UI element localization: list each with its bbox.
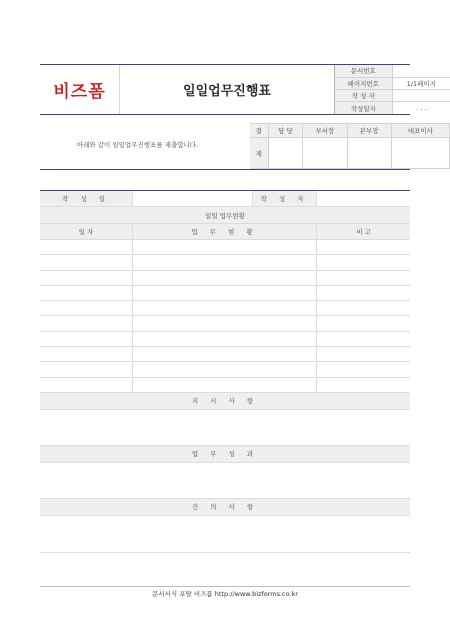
row-note-cell[interactable] <box>317 240 410 254</box>
row-date-cell[interactable] <box>40 332 133 346</box>
table-row <box>40 240 410 255</box>
row-status-cell[interactable] <box>133 255 317 269</box>
row-status-cell[interactable] <box>133 316 317 330</box>
row-date-cell[interactable] <box>40 316 133 330</box>
bizforms-logo: 비즈폼 <box>40 65 120 114</box>
meta-row-author <box>335 90 450 102</box>
written-date-field[interactable] <box>133 191 253 206</box>
row-note-cell[interactable] <box>317 362 410 376</box>
results-header <box>40 446 410 463</box>
document-header <box>40 64 436 115</box>
column-status-header: 업 무 현 황 <box>133 224 317 239</box>
meta-row-date <box>335 102 450 114</box>
meta-value[interactable]: . . . <box>416 104 427 113</box>
meta-row-doc-number <box>335 65 450 77</box>
meta-label: 작 성 자 <box>335 90 392 102</box>
table-row <box>40 316 410 331</box>
row-status-cell[interactable] <box>133 378 317 392</box>
row-date-cell[interactable] <box>40 301 133 315</box>
row-date-cell[interactable] <box>40 240 133 254</box>
author-label: 작 성 자 <box>253 191 317 206</box>
row-date-cell[interactable] <box>40 286 133 300</box>
row-date-cell[interactable] <box>40 271 133 285</box>
row-date-cell[interactable] <box>40 362 133 376</box>
row-note-cell[interactable] <box>317 347 410 361</box>
meta-label: 작성일자 <box>335 102 392 114</box>
approval-sign-box[interactable] <box>391 138 449 169</box>
row-note-cell[interactable] <box>317 316 410 330</box>
daily-work-form <box>40 190 410 553</box>
approval-block <box>40 118 433 170</box>
meta-value[interactable] <box>392 65 450 77</box>
row-note-cell[interactable] <box>317 286 410 300</box>
approval-sign-table <box>250 123 450 169</box>
row-date-cell[interactable] <box>40 347 133 361</box>
row-status-cell[interactable] <box>133 271 317 285</box>
column-note-header: 비 고 <box>356 228 371 236</box>
table-row <box>40 378 410 393</box>
suggestions-title: 건 의 사 항 <box>191 503 259 512</box>
approval-sign-box[interactable] <box>268 138 303 169</box>
row-note-cell[interactable] <box>317 332 410 346</box>
row-status-cell[interactable] <box>133 347 317 361</box>
table-row <box>40 347 410 362</box>
meta-label: 문서번호 <box>335 65 392 77</box>
row-date-cell[interactable] <box>40 255 133 269</box>
approval-role: 본부장 <box>347 124 391 138</box>
document-title: 일일업무진행표 <box>120 65 335 114</box>
author-info-row <box>40 191 410 207</box>
meta-value[interactable] <box>392 90 450 102</box>
meta-label: 페이지번호 <box>335 77 392 89</box>
row-status-cell[interactable] <box>133 240 317 254</box>
footer-credit: 문서서식 포탈 비즈폼 http://www.bizforms.co.kr <box>40 586 410 600</box>
instructions-field[interactable] <box>40 410 410 446</box>
row-status-cell[interactable] <box>133 286 317 300</box>
table-row <box>40 255 410 270</box>
row-note-cell[interactable] <box>317 255 410 269</box>
document-meta-table <box>335 65 450 114</box>
approval-role: 부서장 <box>303 124 347 138</box>
approval-side-label-bottom: 재 <box>250 138 268 169</box>
approval-role: 담 당 <box>268 124 303 138</box>
row-status-cell[interactable] <box>133 362 317 376</box>
approval-sign-box[interactable] <box>347 138 391 169</box>
row-note-cell[interactable] <box>317 301 410 315</box>
status-section-header <box>40 207 410 224</box>
instructions-header <box>40 393 410 410</box>
column-date-header: 일 자 <box>40 224 133 239</box>
instructions-title: 지 시 사 항 <box>191 397 259 406</box>
meta-value: 1/1페이지 <box>392 77 450 89</box>
results-field[interactable] <box>40 463 410 499</box>
written-date-label: 작 성 일 <box>40 191 133 206</box>
results-title: 업 무 성 과 <box>191 450 259 459</box>
approval-side-label-top: 결 <box>250 124 268 138</box>
meta-row-page-number <box>335 77 450 89</box>
status-rows <box>40 240 410 393</box>
row-status-cell[interactable] <box>133 332 317 346</box>
table-row <box>40 301 410 316</box>
approval-role-row <box>250 124 450 138</box>
row-status-cell[interactable] <box>133 301 317 315</box>
status-section-title: 일일 업무현황 <box>205 211 245 220</box>
status-column-header <box>40 224 410 240</box>
approval-role: 대표이사 <box>391 124 449 138</box>
table-row <box>40 362 410 377</box>
row-note-cell[interactable] <box>317 378 410 392</box>
author-field[interactable] <box>317 191 410 206</box>
row-date-cell[interactable] <box>40 378 133 392</box>
submission-statement: 아래와 같이 일일업무진행표를 제출합니다. <box>76 140 199 149</box>
table-row <box>40 332 410 347</box>
row-note-cell[interactable] <box>317 271 410 285</box>
table-row <box>40 271 410 286</box>
table-row <box>40 286 410 301</box>
suggestions-field[interactable] <box>40 516 410 553</box>
approval-sign-box[interactable] <box>303 138 347 169</box>
approval-sign-row <box>250 138 450 169</box>
suggestions-header <box>40 499 410 516</box>
